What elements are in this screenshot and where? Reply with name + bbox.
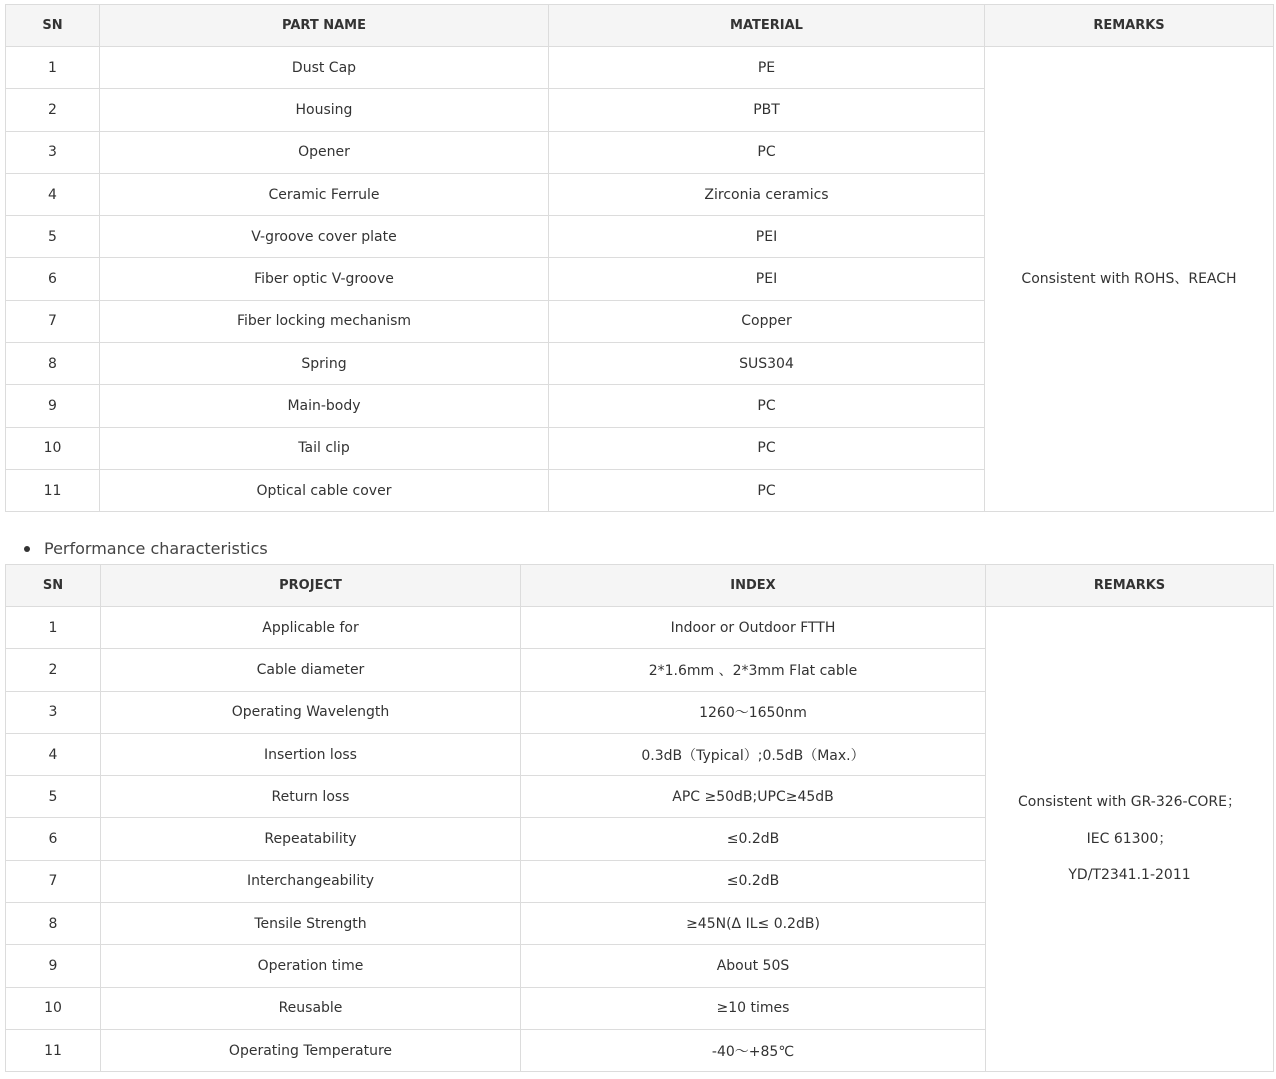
bullet-icon [24, 546, 30, 552]
remarks-line: IEC 61300； [1086, 830, 1173, 847]
cell-project: Operating Wavelength [101, 691, 521, 733]
performance-section [22, 538, 268, 560]
header-remarks: REMARKS [986, 565, 1274, 607]
performance-heading [22, 538, 268, 560]
cell-index: ≥45N(Δ IL≤ 0.2dB) [521, 903, 986, 945]
cell-material: PC [549, 385, 985, 427]
cell-sn: 6 [6, 258, 100, 300]
cell-index: Indoor or Outdoor FTTH [521, 607, 986, 649]
cell-part-name: Dust Cap [100, 47, 549, 89]
cell-sn: 9 [6, 945, 101, 987]
header-remarks: REMARKS [985, 5, 1274, 47]
cell-part-name: Housing [100, 89, 549, 131]
cell-project: Operation time [101, 945, 521, 987]
cell-part-name: Spring [100, 343, 549, 385]
performance-table [5, 564, 1274, 1072]
table-header-row [6, 565, 1274, 607]
cell-sn: 11 [6, 1029, 101, 1071]
cell-project: Reusable [101, 987, 521, 1029]
cell-project: Applicable for [101, 607, 521, 649]
cell-part-name: Fiber optic V-groove [100, 258, 549, 300]
cell-index: -40～+85℃ [521, 1029, 986, 1071]
cell-index: About 50S [521, 945, 986, 987]
remarks-line: Consistent with GR-326-CORE； [1018, 794, 1241, 811]
cell-index: 1260～1650nm [521, 691, 986, 733]
cell-index: ≤0.2dB [521, 818, 986, 860]
cell-material: PEI [549, 216, 985, 258]
cell-project: Tensile Strength [101, 903, 521, 945]
cell-material: PC [549, 131, 985, 173]
cell-sn: 1 [6, 47, 100, 89]
cell-project: Interchangeability [101, 860, 521, 902]
cell-project: Operating Temperature [101, 1029, 521, 1071]
cell-sn: 10 [6, 427, 100, 469]
cell-material: Zirconia ceramics [549, 173, 985, 215]
cell-index: ≥10 times [521, 987, 986, 1029]
cell-material: PEI [549, 258, 985, 300]
cell-project: Return loss [101, 776, 521, 818]
cell-sn: 5 [6, 216, 100, 258]
remarks-line: YD/T2341.1-2011 [1068, 867, 1191, 884]
cell-part-name: V-groove cover plate [100, 216, 549, 258]
cell-sn: 9 [6, 385, 100, 427]
cell-sn: 1 [6, 607, 101, 649]
header-part-name: PART NAME [100, 5, 549, 47]
performance-heading-text: Performance characteristics [44, 539, 268, 558]
cell-sn: 8 [6, 903, 101, 945]
cell-sn: 3 [6, 131, 100, 173]
cell-remarks [986, 607, 1274, 1072]
cell-remarks: Consistent with ROHS、REACH [985, 47, 1274, 512]
header-sn: SN [6, 5, 100, 47]
table-header-row [6, 5, 1274, 47]
cell-sn: 7 [6, 300, 100, 342]
cell-index: APC ≥50dB;UPC≥45dB [521, 776, 986, 818]
materials-table [5, 4, 1274, 512]
cell-sn: 11 [6, 469, 100, 511]
cell-project: Cable diameter [101, 649, 521, 691]
table-row [6, 47, 1274, 89]
cell-part-name: Ceramic Ferrule [100, 173, 549, 215]
cell-part-name: Tail clip [100, 427, 549, 469]
cell-material: PBT [549, 89, 985, 131]
cell-sn: 10 [6, 987, 101, 1029]
table-row [6, 607, 1274, 649]
cell-material: Copper [549, 300, 985, 342]
cell-sn: 4 [6, 733, 101, 775]
cell-sn: 5 [6, 776, 101, 818]
cell-index: 0.3dB（Typical）;0.5dB（Max.） [521, 733, 986, 775]
cell-material: SUS304 [549, 343, 985, 385]
cell-part-name: Optical cable cover [100, 469, 549, 511]
cell-project: Repeatability [101, 818, 521, 860]
cell-sn: 3 [6, 691, 101, 733]
cell-index: 2*1.6mm 、2*3mm Flat cable [521, 649, 986, 691]
cell-sn: 6 [6, 818, 101, 860]
header-index: INDEX [521, 565, 986, 607]
cell-sn: 7 [6, 860, 101, 902]
cell-project: Insertion loss [101, 733, 521, 775]
header-sn: SN [6, 565, 101, 607]
cell-sn: 4 [6, 173, 100, 215]
cell-material: PE [549, 47, 985, 89]
cell-sn: 2 [6, 649, 101, 691]
cell-part-name: Opener [100, 131, 549, 173]
cell-sn: 2 [6, 89, 100, 131]
cell-index: ≤0.2dB [521, 860, 986, 902]
header-material: MATERIAL [549, 5, 985, 47]
cell-sn: 8 [6, 343, 100, 385]
cell-part-name: Fiber locking mechanism [100, 300, 549, 342]
cell-part-name: Main-body [100, 385, 549, 427]
header-project: PROJECT [101, 565, 521, 607]
cell-material: PC [549, 427, 985, 469]
cell-material: PC [549, 469, 985, 511]
